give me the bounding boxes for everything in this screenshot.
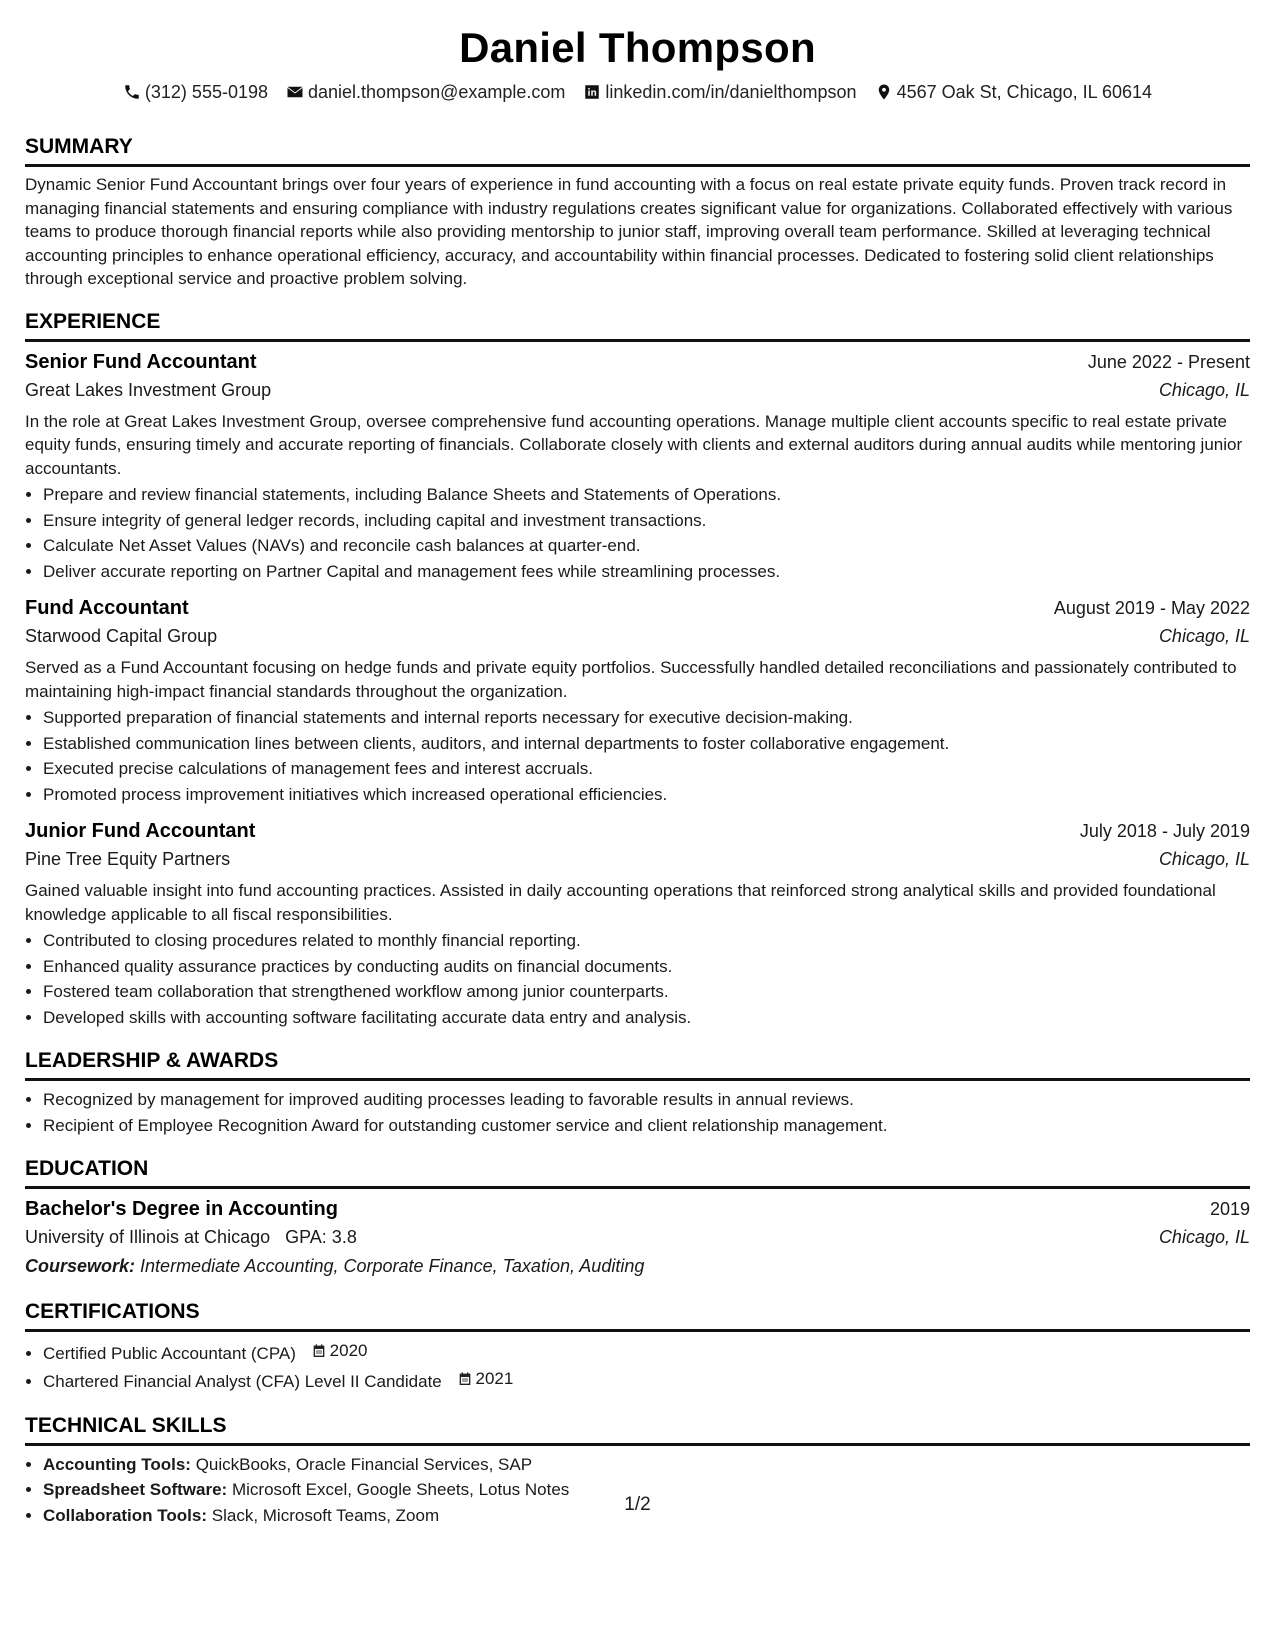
list-item: • Promoted process improvement initiatives which increased operational efficiencies.	[43, 782, 1250, 808]
summary-text: Dynamic Senior Fund Accountant brings over four years of experience in fund accounting with a focus on real estate private equity funds. Proven track record in managing financial statements and ensuring compliance with industry regulations creates significant value for organizations. Collaborated effectively with various teams to produce thorough financial reports while also providing mentorship to junior staff, improving overall team performance. Skilled at leveraging technical accounting principles to enhance operational efficiency, accuracy, and accountability within financial processes. Dedicated to fostering solid client relationships through exceptional service and proactive problem solving.	[25, 175, 1233, 288]
skill-label: Collaboration Tools:	[43, 1505, 208, 1525]
list-item: • Developed skills with accounting software facilitating accurate data entry and analysis.	[43, 1005, 1250, 1031]
envelope-icon	[286, 83, 304, 101]
leadership-list	[25, 1087, 1250, 1138]
job-description: In the role at Great Lakes Investment Group, oversee comprehensive fund accounting operations. Manage multiple client accounts specific to real estate private equity funds, ensuring timely and accurate reporting of financials. Collaborate closely with clients and external auditors during annual audits while mentoring junior accountants.	[25, 411, 1243, 478]
email-text: daniel.thompson@example.com	[308, 82, 566, 102]
job-entry	[25, 594, 1250, 807]
certifications-section	[25, 1299, 1250, 1395]
job-location: Chicago, IL	[1158, 379, 1250, 400]
coursework-text: Intermediate Accounting, Corporate Finance, Taxation, Auditing	[140, 1256, 645, 1276]
section-title: SUMMARY	[25, 134, 1250, 167]
coursework-label: Coursework:	[25, 1256, 136, 1276]
calendar-icon	[311, 1343, 327, 1359]
experience-section	[25, 309, 1250, 1031]
cert-year: 2021	[475, 1369, 514, 1389]
job-role: Senior Fund Accountant	[25, 350, 257, 373]
list-item	[43, 1452, 1250, 1478]
phone-text: (312) 555-0198	[144, 82, 268, 102]
job-location: Chicago, IL	[1158, 849, 1250, 869]
linkedin-text: linkedin.com/in/danielthompson	[605, 82, 857, 102]
job-company: Great Lakes Investment Group	[25, 379, 272, 400]
education-section	[25, 1156, 1250, 1281]
job-company: Starwood Capital Group	[25, 626, 218, 646]
school-line	[25, 1223, 357, 1251]
list-item: • Established communication lines between clients, auditors, and internal departments to foster collaborative engagement.	[43, 731, 1250, 757]
cert-name: Chartered Financial Analyst (CFA) Level II Candidate	[43, 1372, 442, 1391]
graduation-year: 2019	[1209, 1199, 1250, 1219]
list-item: • Fostered team collaboration that strengthened workflow among junior counterparts.	[43, 979, 1250, 1005]
list-item: • Prepare and review financial statements, including Balance Sheets and Statements of Operations.	[43, 482, 1250, 508]
contact-address	[875, 80, 1153, 104]
list-item: • Enhanced quality assurance practices by conducting audits on financial documents.	[43, 954, 1250, 980]
certifications-list	[25, 1338, 1250, 1395]
summary-section	[25, 134, 1250, 291]
list-item: • Ensure integrity of general ledger records, including capital and investment transactions.	[43, 508, 1250, 534]
school-location: Chicago, IL	[1158, 1227, 1250, 1247]
section-title: EDUCATION	[25, 1156, 1250, 1189]
contact-linkedin[interactable]	[583, 80, 856, 104]
skills-list	[25, 1452, 1250, 1529]
contact-phone[interactable]	[123, 80, 268, 104]
list-item: • Contributed to closing procedures related to monthly financial reporting.	[43, 928, 1250, 954]
linkedin-icon	[583, 83, 601, 101]
job-company: Pine Tree Equity Partners	[25, 849, 231, 869]
gpa: GPA: 3.8	[285, 1227, 357, 1247]
list-item: • Deliver accurate reporting on Partner Capital and management fees while streamlining processes.	[43, 559, 1250, 585]
section-title: TECHNICAL SKILLS	[25, 1413, 1250, 1446]
calendar-icon	[457, 1371, 473, 1387]
skill-value: Slack, Microsoft Teams, Zoom	[211, 1505, 440, 1525]
cert-year-group	[457, 1366, 514, 1392]
cert-year: 2020	[329, 1341, 368, 1360]
list-item: • Executed precise calculations of management fees and interest accruals.	[43, 756, 1250, 782]
list-item	[43, 1338, 1250, 1366]
coursework-line	[25, 1251, 1250, 1281]
list-item: • Recipient of Employee Recognition Award for outstanding customer service and client relationship management.	[43, 1113, 1250, 1139]
phone-icon	[123, 83, 141, 101]
job-bullets	[25, 482, 1250, 584]
candidate-name: Daniel Thompson	[459, 24, 816, 71]
list-item	[43, 1366, 1250, 1394]
job-dates: July 2018 - July 2019	[1079, 821, 1250, 841]
degree: Bachelor's Degree in Accounting	[25, 1198, 338, 1220]
list-item: • Calculate Net Asset Values (NAVs) and reconcile cash balances at quarter-end.	[43, 533, 1250, 559]
resume-page	[25, 0, 1250, 1650]
list-item: • Recognized by management for improved auditing processes leading to favorable results in annual reviews.	[43, 1087, 1250, 1113]
section-title: LEADERSHIP & AWARDS	[25, 1048, 1250, 1081]
list-item: • Supported preparation of financial statements and internal reports necessary for executive decision-making.	[43, 705, 1250, 731]
address-text: 4567 Oak St, Chicago, IL 60614	[896, 82, 1153, 102]
job-dates: June 2022 - Present	[1087, 351, 1250, 372]
section-title: CERTIFICATIONS	[25, 1299, 1250, 1332]
map-marker-icon	[875, 83, 893, 101]
skill-label: Accounting Tools:	[43, 1454, 191, 1474]
job-entry	[25, 348, 1250, 585]
skill-value: Microsoft Excel, Google Sheets, Lotus Notes	[231, 1480, 570, 1499]
job-description: Gained valuable insight into fund accounting practices. Assisted in daily accounting operations that reinforced strong analytical skills and provided foundational knowledge applicable to all fiscal responsibilities.	[25, 881, 1216, 924]
job-description: Served as a Fund Accountant focusing on hedge funds and private equity portfolios. Successfully handled detailed reconciliations and passionately contributed to maintaining high-impact financial standards throughout the organization.	[25, 658, 1237, 701]
job-bullets	[25, 705, 1250, 807]
school-name: University of Illinois at Chicago	[25, 1227, 271, 1247]
skill-label: Spreadsheet Software:	[43, 1480, 228, 1499]
contact-email[interactable]	[286, 80, 565, 104]
cert-name: Certified Public Accountant (CPA)	[43, 1343, 296, 1363]
page-number: 1/2	[624, 1494, 651, 1515]
job-bullets	[25, 928, 1250, 1030]
job-role: Junior Fund Accountant	[25, 820, 256, 842]
job-dates: August 2019 - May 2022	[1053, 598, 1250, 618]
leadership-section	[25, 1048, 1250, 1138]
job-location: Chicago, IL	[1158, 626, 1250, 646]
section-title: EXPERIENCE	[25, 309, 1250, 342]
skill-value: QuickBooks, Oracle Financial Services, SAP	[195, 1454, 533, 1474]
job-entry	[25, 817, 1250, 1030]
job-role: Fund Accountant	[25, 597, 189, 619]
cert-year-group	[311, 1338, 368, 1364]
contact-bar	[25, 80, 1250, 104]
